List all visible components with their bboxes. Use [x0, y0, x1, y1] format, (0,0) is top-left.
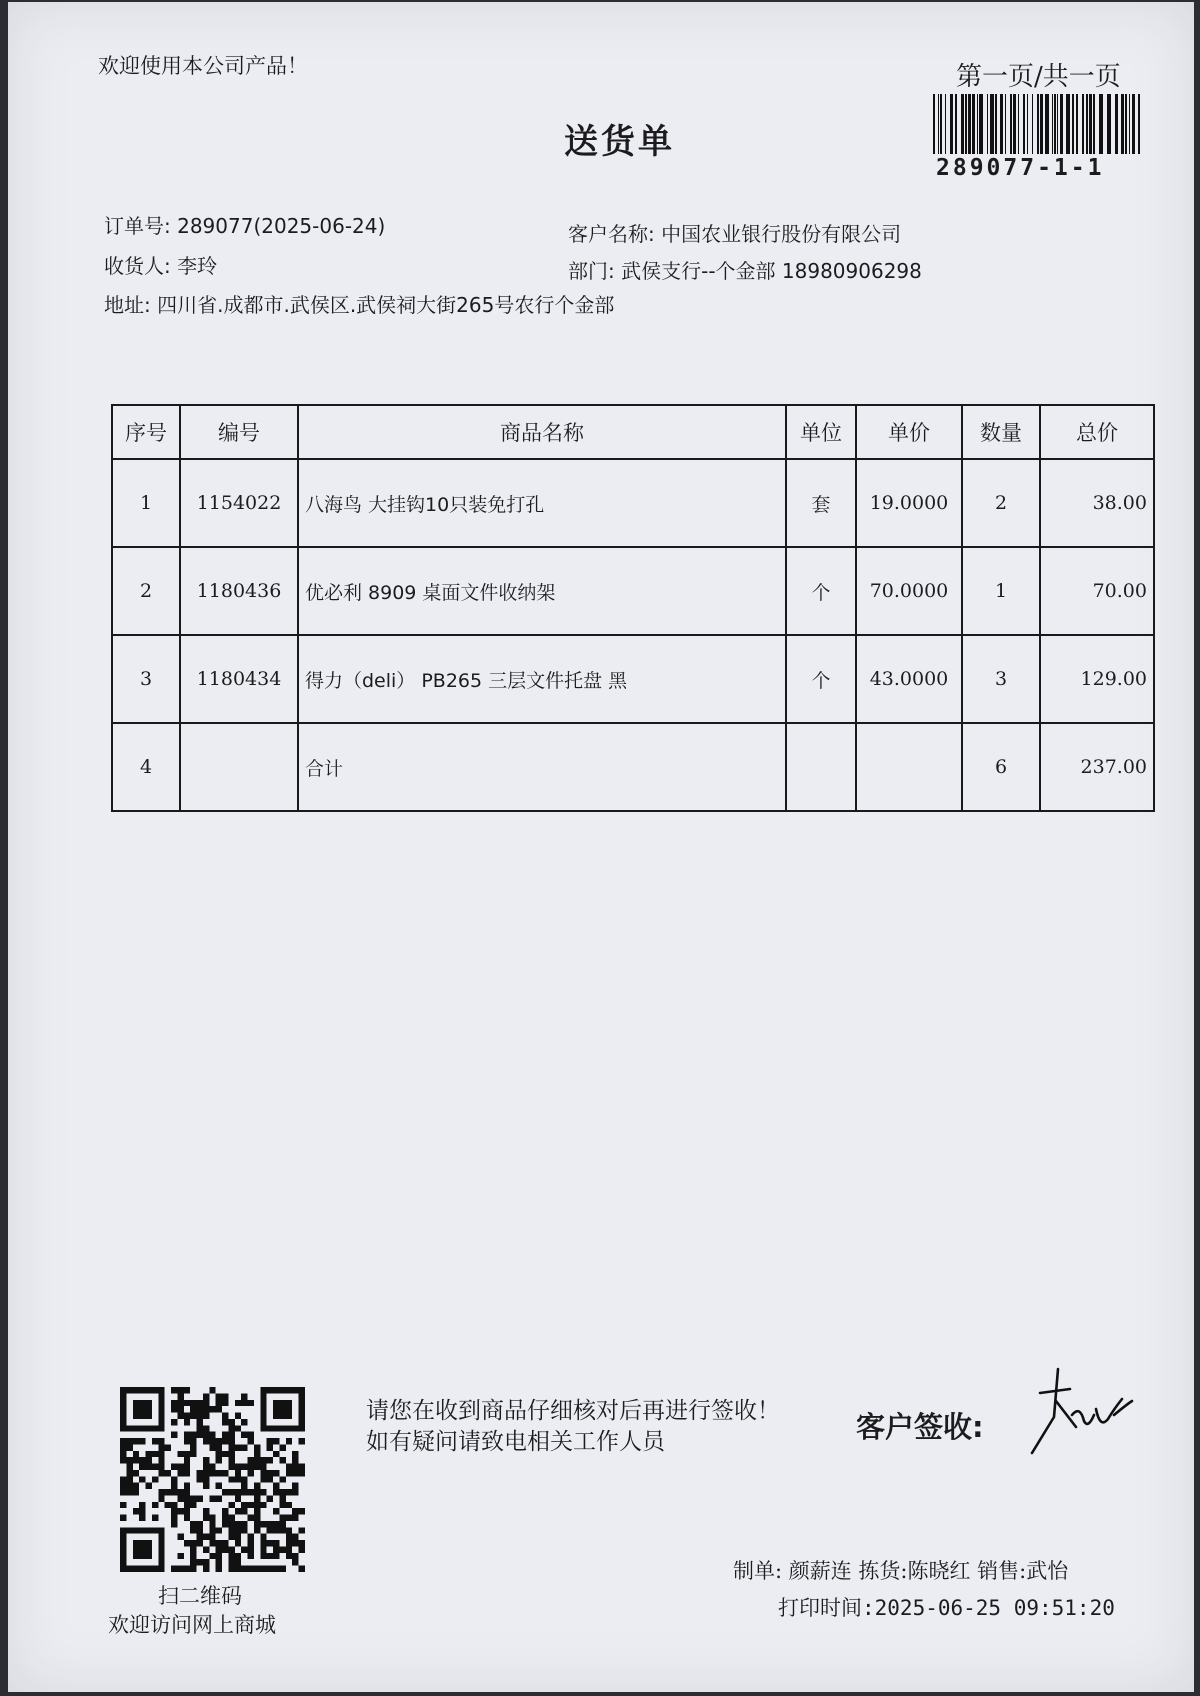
customer-label: 客户名称: [568, 222, 655, 246]
customer-value: 中国农业银行股份有限公司 [661, 222, 902, 246]
table-row [112, 547, 1154, 635]
header-cell-qty: 数量 [962, 405, 1040, 459]
row-price: 43.0000 [856, 635, 962, 723]
row-unit: 套 [786, 459, 856, 547]
row-unit: 个 [786, 547, 856, 635]
header-cell-total: 总价 [1040, 405, 1154, 459]
row-price: 19.0000 [856, 459, 962, 547]
table-header-row [112, 405, 1154, 459]
department-label: 部门: [568, 259, 615, 283]
row-total: 237.00 [1040, 723, 1154, 811]
row-no: 1 [112, 459, 180, 547]
header-cell-code: 编号 [180, 405, 298, 459]
row-name: 八海鸟 大挂钩10只装免打孔 [298, 459, 786, 547]
print-time: 打印时间:2025-06-25 09:51:20 [778, 1596, 1115, 1620]
delivery-note-sheet [8, 2, 1194, 1692]
row-unit [786, 723, 856, 811]
customer-sign-label: 客户签收: [856, 1410, 984, 1444]
receiver-label: 收货人: [104, 254, 171, 278]
staff-info: 制单: 颜薪连 拣货:陈晓红 销售:武怡 [733, 1559, 1069, 1583]
order-number-label: 订单号: [104, 214, 171, 238]
qr-caption-scan: 扫二维码 [158, 1584, 242, 1608]
items-table [111, 404, 1155, 812]
row-qty: 3 [962, 635, 1040, 723]
row-total: 38.00 [1040, 459, 1154, 547]
row-code: 1180434 [180, 635, 298, 723]
qr-caption-mall: 欢迎访问网上商城 [108, 1613, 276, 1637]
row-name: 优必利 8909 桌面文件收纳架 [298, 547, 786, 635]
order-number-value: 289077(2025-06-24) [177, 214, 386, 238]
row-unit: 个 [786, 635, 856, 723]
handwritten-signature-icon [1018, 1357, 1138, 1457]
address-value: 四川省.成都市.武侯区.武侯祠大街265号农行个金部 [157, 293, 615, 317]
row-no: 4 [112, 723, 180, 811]
row-total: 70.00 [1040, 547, 1154, 635]
row-qty: 6 [962, 723, 1040, 811]
department-field [568, 255, 922, 284]
department-value: 武侯支行--个金部 18980906298 [621, 259, 922, 283]
header-cell-price: 单价 [856, 405, 962, 459]
document-title: 送货单 [564, 122, 675, 162]
row-name: 合计 [298, 723, 786, 811]
header-cell-name: 商品名称 [298, 405, 786, 459]
row-price: 70.0000 [856, 547, 962, 635]
table-row [112, 635, 1154, 723]
row-total: 129.00 [1040, 635, 1154, 723]
order-number-field [104, 210, 385, 239]
receiver-field [104, 250, 217, 279]
header-cell-no: 序号 [112, 405, 180, 459]
row-name: 得力（deli） PB265 三层文件托盘 黑 [298, 635, 786, 723]
row-qty: 1 [962, 547, 1040, 635]
check-notice: 请您在收到商品仔细核对后再进行签收！如有疑问请致电相关工作人员 [366, 1398, 780, 1455]
welcome-text: 欢迎使用本公司产品！ [98, 54, 308, 78]
row-code: 1180436 [180, 547, 298, 635]
table-row [112, 459, 1154, 547]
row-no: 2 [112, 547, 180, 635]
table-total-row [112, 723, 1154, 811]
row-qty: 2 [962, 459, 1040, 547]
row-code [180, 723, 298, 811]
barcode-icon [933, 94, 1143, 154]
page-info: 第一页/共一页 [956, 62, 1121, 92]
receiver-value: 李玲 [177, 254, 218, 278]
row-no: 3 [112, 635, 180, 723]
row-code: 1154022 [180, 459, 298, 547]
customer-field [568, 218, 901, 247]
header-cell-unit: 单位 [786, 405, 856, 459]
barcode-number: 289077-1-1 [936, 155, 1105, 181]
address-label: 地址: [104, 293, 151, 317]
address-field [104, 289, 614, 318]
qr-code-icon [120, 1387, 305, 1572]
row-price [856, 723, 962, 811]
